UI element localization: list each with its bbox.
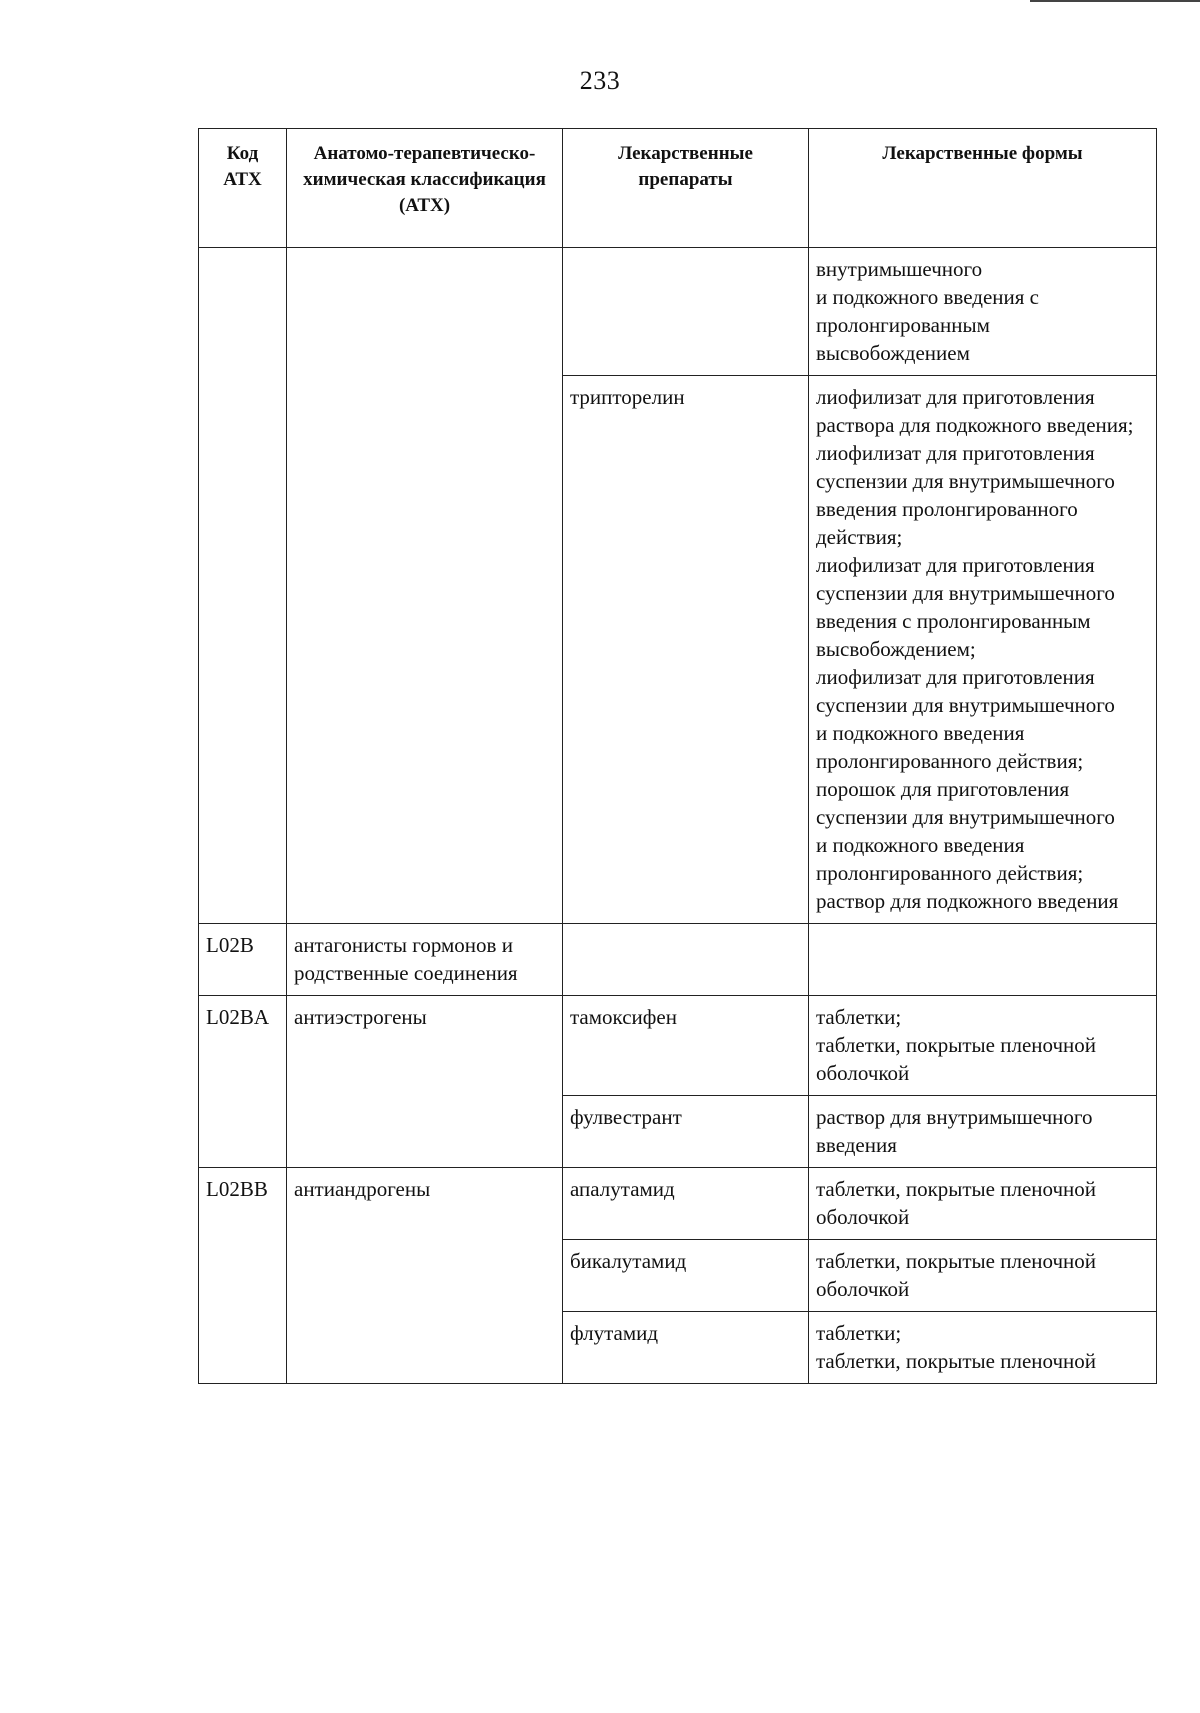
table-row bbox=[199, 248, 1157, 376]
drug-cell: фулвестрант bbox=[563, 1096, 809, 1168]
drug-cell bbox=[563, 924, 809, 996]
form-line: таблетки; bbox=[816, 1321, 902, 1345]
atx-table bbox=[198, 128, 1157, 1384]
form-line: раствор для внутримышечного введения bbox=[816, 1105, 1093, 1157]
page-number: 233 bbox=[579, 66, 621, 95]
code-cell bbox=[199, 248, 287, 924]
forms-cell bbox=[809, 924, 1157, 996]
form-line: таблетки, покрытые пленочной оболочкой bbox=[816, 1249, 1097, 1301]
drug-cell: бикалутамид bbox=[563, 1240, 809, 1312]
table-header-row bbox=[199, 129, 1157, 248]
form-line: лиофилизат для приготовления суспензии для внутримышечного введения пролонгированного действия; bbox=[816, 441, 1115, 549]
form-line: пролонгированным bbox=[816, 313, 990, 337]
form-line: порошок для приготовления суспензии для внутримышечного bbox=[816, 777, 1115, 829]
code-cell: L02BB bbox=[199, 1168, 287, 1384]
forms-cell bbox=[809, 248, 1157, 376]
top-edge-rule bbox=[1030, 0, 1200, 2]
forms-cell bbox=[809, 1168, 1157, 1240]
form-line: и подкожного введения пролонгированного действия; bbox=[816, 833, 1084, 885]
form-line: раствор для подкожного введения bbox=[816, 889, 1119, 913]
form-line: высвобождением bbox=[816, 341, 970, 365]
drug-cell: трипторелин bbox=[563, 376, 809, 924]
header-forms: Лекарственные формы bbox=[809, 129, 1157, 248]
form-line: и подкожного введения пролонгированного действия; bbox=[816, 721, 1084, 773]
form-line: таблетки, покрытые пленочной оболочкой bbox=[816, 1033, 1097, 1085]
classification-cell: антагонисты гормонов и родственные соединения bbox=[287, 924, 563, 996]
forms-cell bbox=[809, 1240, 1157, 1312]
header-code: Код АТХ bbox=[199, 129, 287, 248]
header-drugs: Лекарственные препараты bbox=[563, 129, 809, 248]
form-line: таблетки, покрытые пленочной оболочкой bbox=[816, 1177, 1097, 1229]
form-line: лиофилизат для приготовления суспензии для внутримышечного bbox=[816, 665, 1115, 717]
classification-cell bbox=[287, 248, 563, 924]
header-classification: Анатомо-терапевтическо-химическая классификация (АТХ) bbox=[287, 129, 563, 248]
form-line: лиофилизат для приготовления суспензии для внутримышечного введения с пролонгированным высвобождением; bbox=[816, 553, 1115, 661]
forms-cell bbox=[809, 996, 1157, 1096]
table-row bbox=[199, 996, 1157, 1096]
form-line: внутримышечного bbox=[816, 257, 983, 281]
drug-cell: флутамид bbox=[563, 1312, 809, 1384]
table-row bbox=[199, 924, 1157, 996]
code-cell: L02BA bbox=[199, 996, 287, 1168]
form-line: таблетки, покрытые пленочной bbox=[816, 1349, 1097, 1373]
forms-cell bbox=[809, 376, 1157, 924]
drug-cell: апалутамид bbox=[563, 1168, 809, 1240]
drug-cell: тамоксифен bbox=[563, 996, 809, 1096]
classification-cell: антиэстрогены bbox=[287, 996, 563, 1168]
form-line: и подкожного введения с bbox=[816, 285, 1039, 309]
forms-cell bbox=[809, 1312, 1157, 1384]
forms-cell bbox=[809, 1096, 1157, 1168]
classification-cell: антиандрогены bbox=[287, 1168, 563, 1384]
drug-cell bbox=[563, 248, 809, 376]
code-cell: L02B bbox=[199, 924, 287, 996]
form-line: таблетки; bbox=[816, 1005, 902, 1029]
table-row bbox=[199, 1168, 1157, 1240]
form-line: лиофилизат для приготовления раствора для подкожного введения; bbox=[816, 385, 1134, 437]
